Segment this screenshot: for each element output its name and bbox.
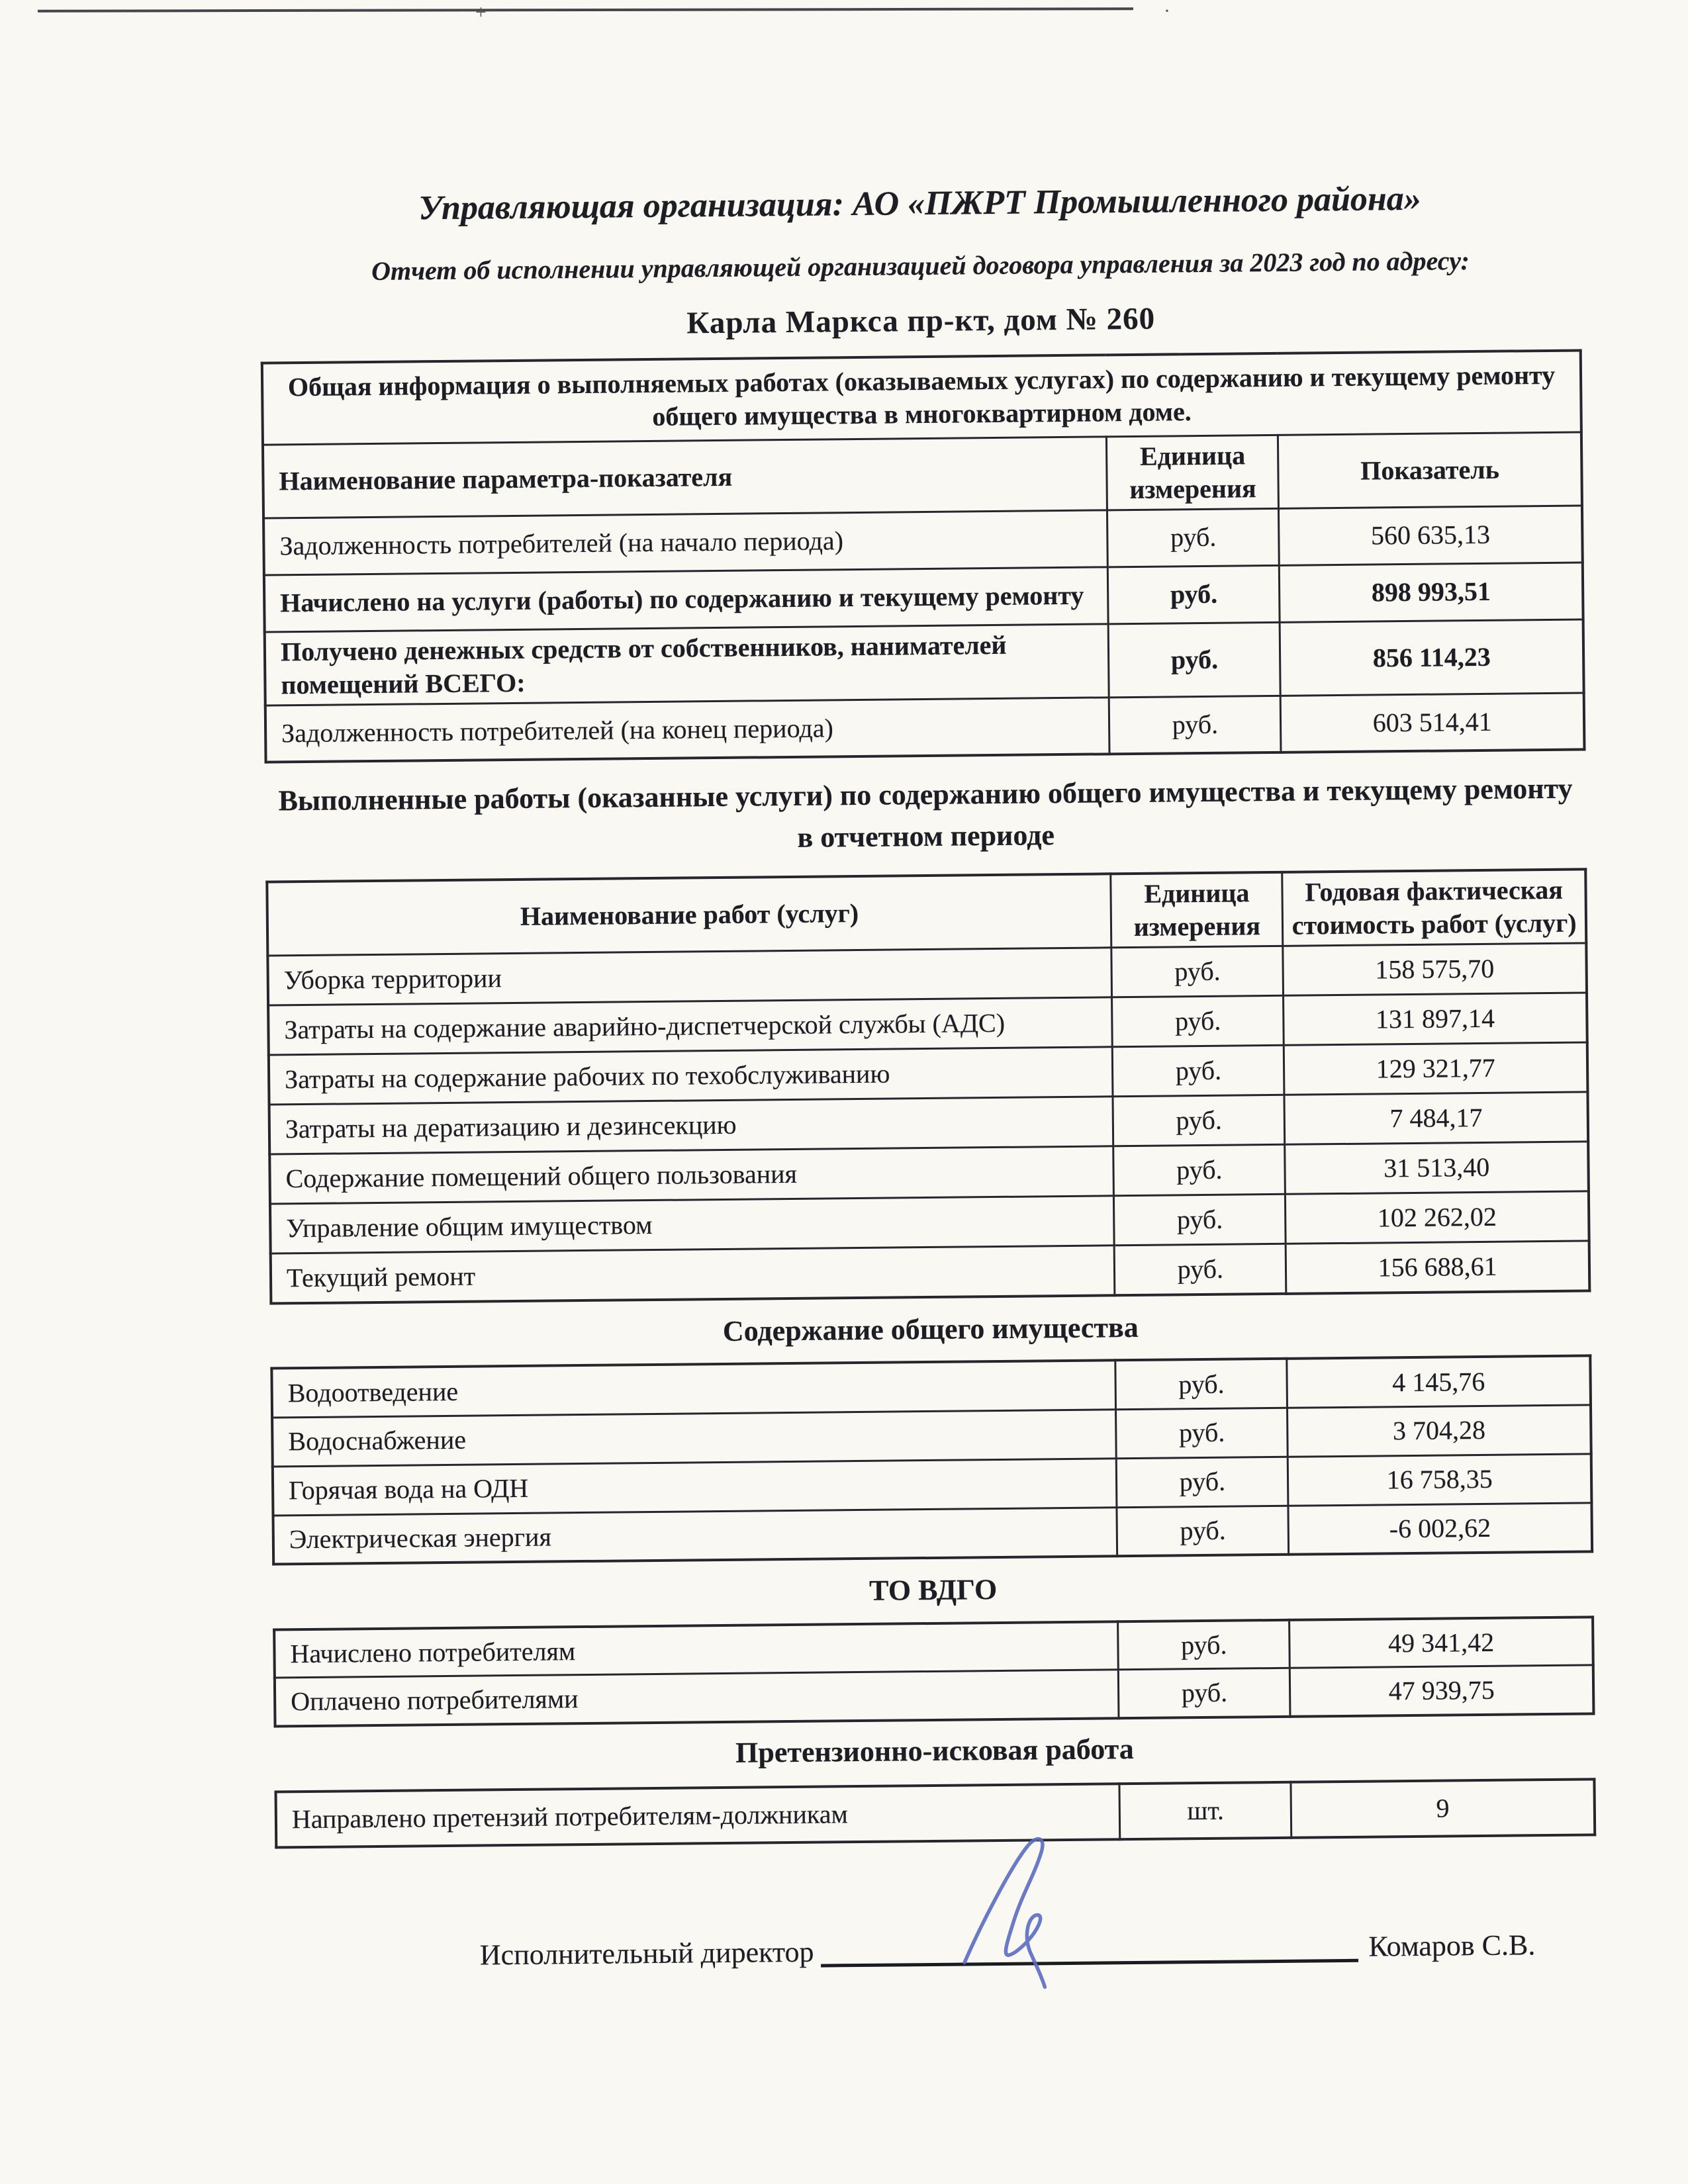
row-label: Задолженность потребителей (на конец периода) [265, 698, 1110, 762]
row-label: Направлено претензий потребителям-должникам [276, 1784, 1121, 1847]
table-caption-row [262, 350, 1581, 445]
row-value: 129 321,77 [1284, 1042, 1588, 1095]
row-value: 31 513,40 [1285, 1142, 1589, 1194]
row-unit: руб. [1113, 1145, 1286, 1196]
table-row [265, 693, 1585, 762]
row-unit: руб. [1111, 946, 1284, 997]
row-unit: шт. [1119, 1782, 1291, 1839]
general-info-table [261, 349, 1586, 764]
table-header-row [267, 870, 1586, 956]
row-label: Горячая вода на ОДН [273, 1459, 1117, 1516]
row-label: Оплачено потребителями [275, 1670, 1119, 1726]
row-unit: руб. [1115, 1244, 1287, 1295]
col-header-name: Наименование параметра-показателя [263, 437, 1107, 518]
signature-block [276, 1927, 1597, 1978]
row-label: Содержание помещений общего пользования [269, 1146, 1114, 1204]
row-label: Задолженность потребителей (на начало периода) [263, 510, 1108, 575]
section-heading-claims: Претензионно-исковая работа [735, 1733, 1135, 1769]
row-value: 131 897,14 [1284, 993, 1587, 1045]
section-heading-works: Выполненные работы (оказанные услуги) по содержанию общего имущества и текущему ремонту в отчетном периоде [278, 772, 1573, 854]
row-unit: руб. [1117, 1457, 1289, 1507]
signature-role-label: Исполнительный директор [479, 1935, 814, 1972]
col-header-value: Годовая фактическая стоимость работ (услуг) [1282, 870, 1586, 946]
col-header-name: Наименование работ (услуг) [267, 874, 1111, 956]
report-address: Карла Маркса пр-кт, дом № 260 [686, 301, 1156, 341]
signature-ink-scribble [922, 1821, 1135, 1995]
row-value: 47 939,75 [1290, 1665, 1594, 1716]
maintenance-table [270, 1355, 1593, 1566]
signature-line [820, 1929, 1358, 1967]
scan-artifact-tick: · [1164, 0, 1170, 22]
row-value: 156 688,61 [1286, 1241, 1589, 1293]
row-unit: руб. [1113, 1046, 1285, 1097]
col-header-unit: Единица измерения [1107, 435, 1279, 510]
row-label: Водоснабжение [272, 1410, 1117, 1467]
scan-artifact-cross: + [475, 1, 487, 23]
row-label: Уборка территории [267, 948, 1112, 1005]
row-unit: руб. [1119, 1668, 1291, 1718]
row-unit: руб. [1108, 565, 1280, 623]
vdgo-table [273, 1615, 1595, 1727]
row-label: Текущий ремонт [271, 1246, 1115, 1303]
section-heading-vdgo: ТО ВДГО [868, 1573, 998, 1608]
row-value: 560 635,13 [1279, 506, 1583, 565]
table-row [265, 619, 1584, 705]
col-header-unit: Единица измерения [1111, 872, 1283, 948]
row-label: Начислено на услуги (работы) по содержанию и текущему ремонту [264, 567, 1109, 632]
row-value: 7 484,17 [1284, 1092, 1588, 1144]
col-header-value: Показатель [1278, 432, 1582, 508]
row-value: 49 341,42 [1289, 1617, 1593, 1668]
row-unit: руб. [1116, 1408, 1288, 1458]
section-heading-maintenance: Содержание общего имущества [722, 1310, 1139, 1347]
report-subtitle: Отчет об исполнении управляющей организацией договора управления за 2023 год по адресу: [371, 245, 1470, 286]
row-value: -6 002,62 [1288, 1503, 1592, 1555]
works-table [265, 868, 1591, 1305]
row-label: Затраты на дератизацию и дезинсекцию [269, 1097, 1114, 1154]
row-label: Затраты на содержание аварийно-диспетчерской службы (АДС) [268, 997, 1113, 1055]
row-label: Управление общим имуществом [270, 1196, 1115, 1253]
row-value: 603 514,41 [1281, 693, 1585, 752]
claims-table [274, 1778, 1596, 1848]
row-label: Затраты на содержание рабочих по техобслуживанию [269, 1047, 1113, 1105]
row-unit: руб. [1109, 696, 1282, 754]
row-unit: руб. [1118, 1620, 1290, 1670]
row-value: 856 114,23 [1280, 619, 1583, 696]
row-unit: руб. [1112, 996, 1284, 1047]
table-caption: Общая информация о выполняемых работах (оказываемых услугах) по содержанию и текущему ремонту общего имущества в многоквартирном доме. [262, 350, 1581, 445]
row-label: Получено денежных средств от собственников, нанимателей помещений ВСЕГО: [265, 624, 1109, 705]
row-label: Водоотведение [271, 1361, 1116, 1418]
row-value: 4 145,76 [1287, 1356, 1591, 1408]
row-value: 102 262,02 [1286, 1191, 1589, 1244]
table-header-row [263, 432, 1582, 518]
document-content [258, 0, 1597, 1978]
row-unit: руб. [1117, 1506, 1289, 1556]
row-unit: руб. [1115, 1359, 1288, 1409]
report-title: Управляющая организация: АО «ПЖРТ Промышленного района» [418, 179, 1422, 228]
table-row [276, 1779, 1595, 1847]
signature-name: Комаров С.В. [1368, 1929, 1536, 1963]
row-unit: руб. [1107, 508, 1280, 567]
row-unit: руб. [1109, 622, 1281, 697]
row-unit: руб. [1114, 1195, 1286, 1246]
row-label: Начислено потребителям [274, 1621, 1119, 1678]
row-value: 16 758,35 [1288, 1454, 1592, 1506]
row-value: 898 993,51 [1280, 563, 1583, 622]
row-value: 158 575,70 [1283, 943, 1587, 995]
row-unit: руб. [1113, 1095, 1285, 1146]
row-label: Электрическая энергия [273, 1508, 1117, 1565]
row-value: 3 704,28 [1288, 1405, 1591, 1457]
row-value: 9 [1291, 1779, 1595, 1837]
